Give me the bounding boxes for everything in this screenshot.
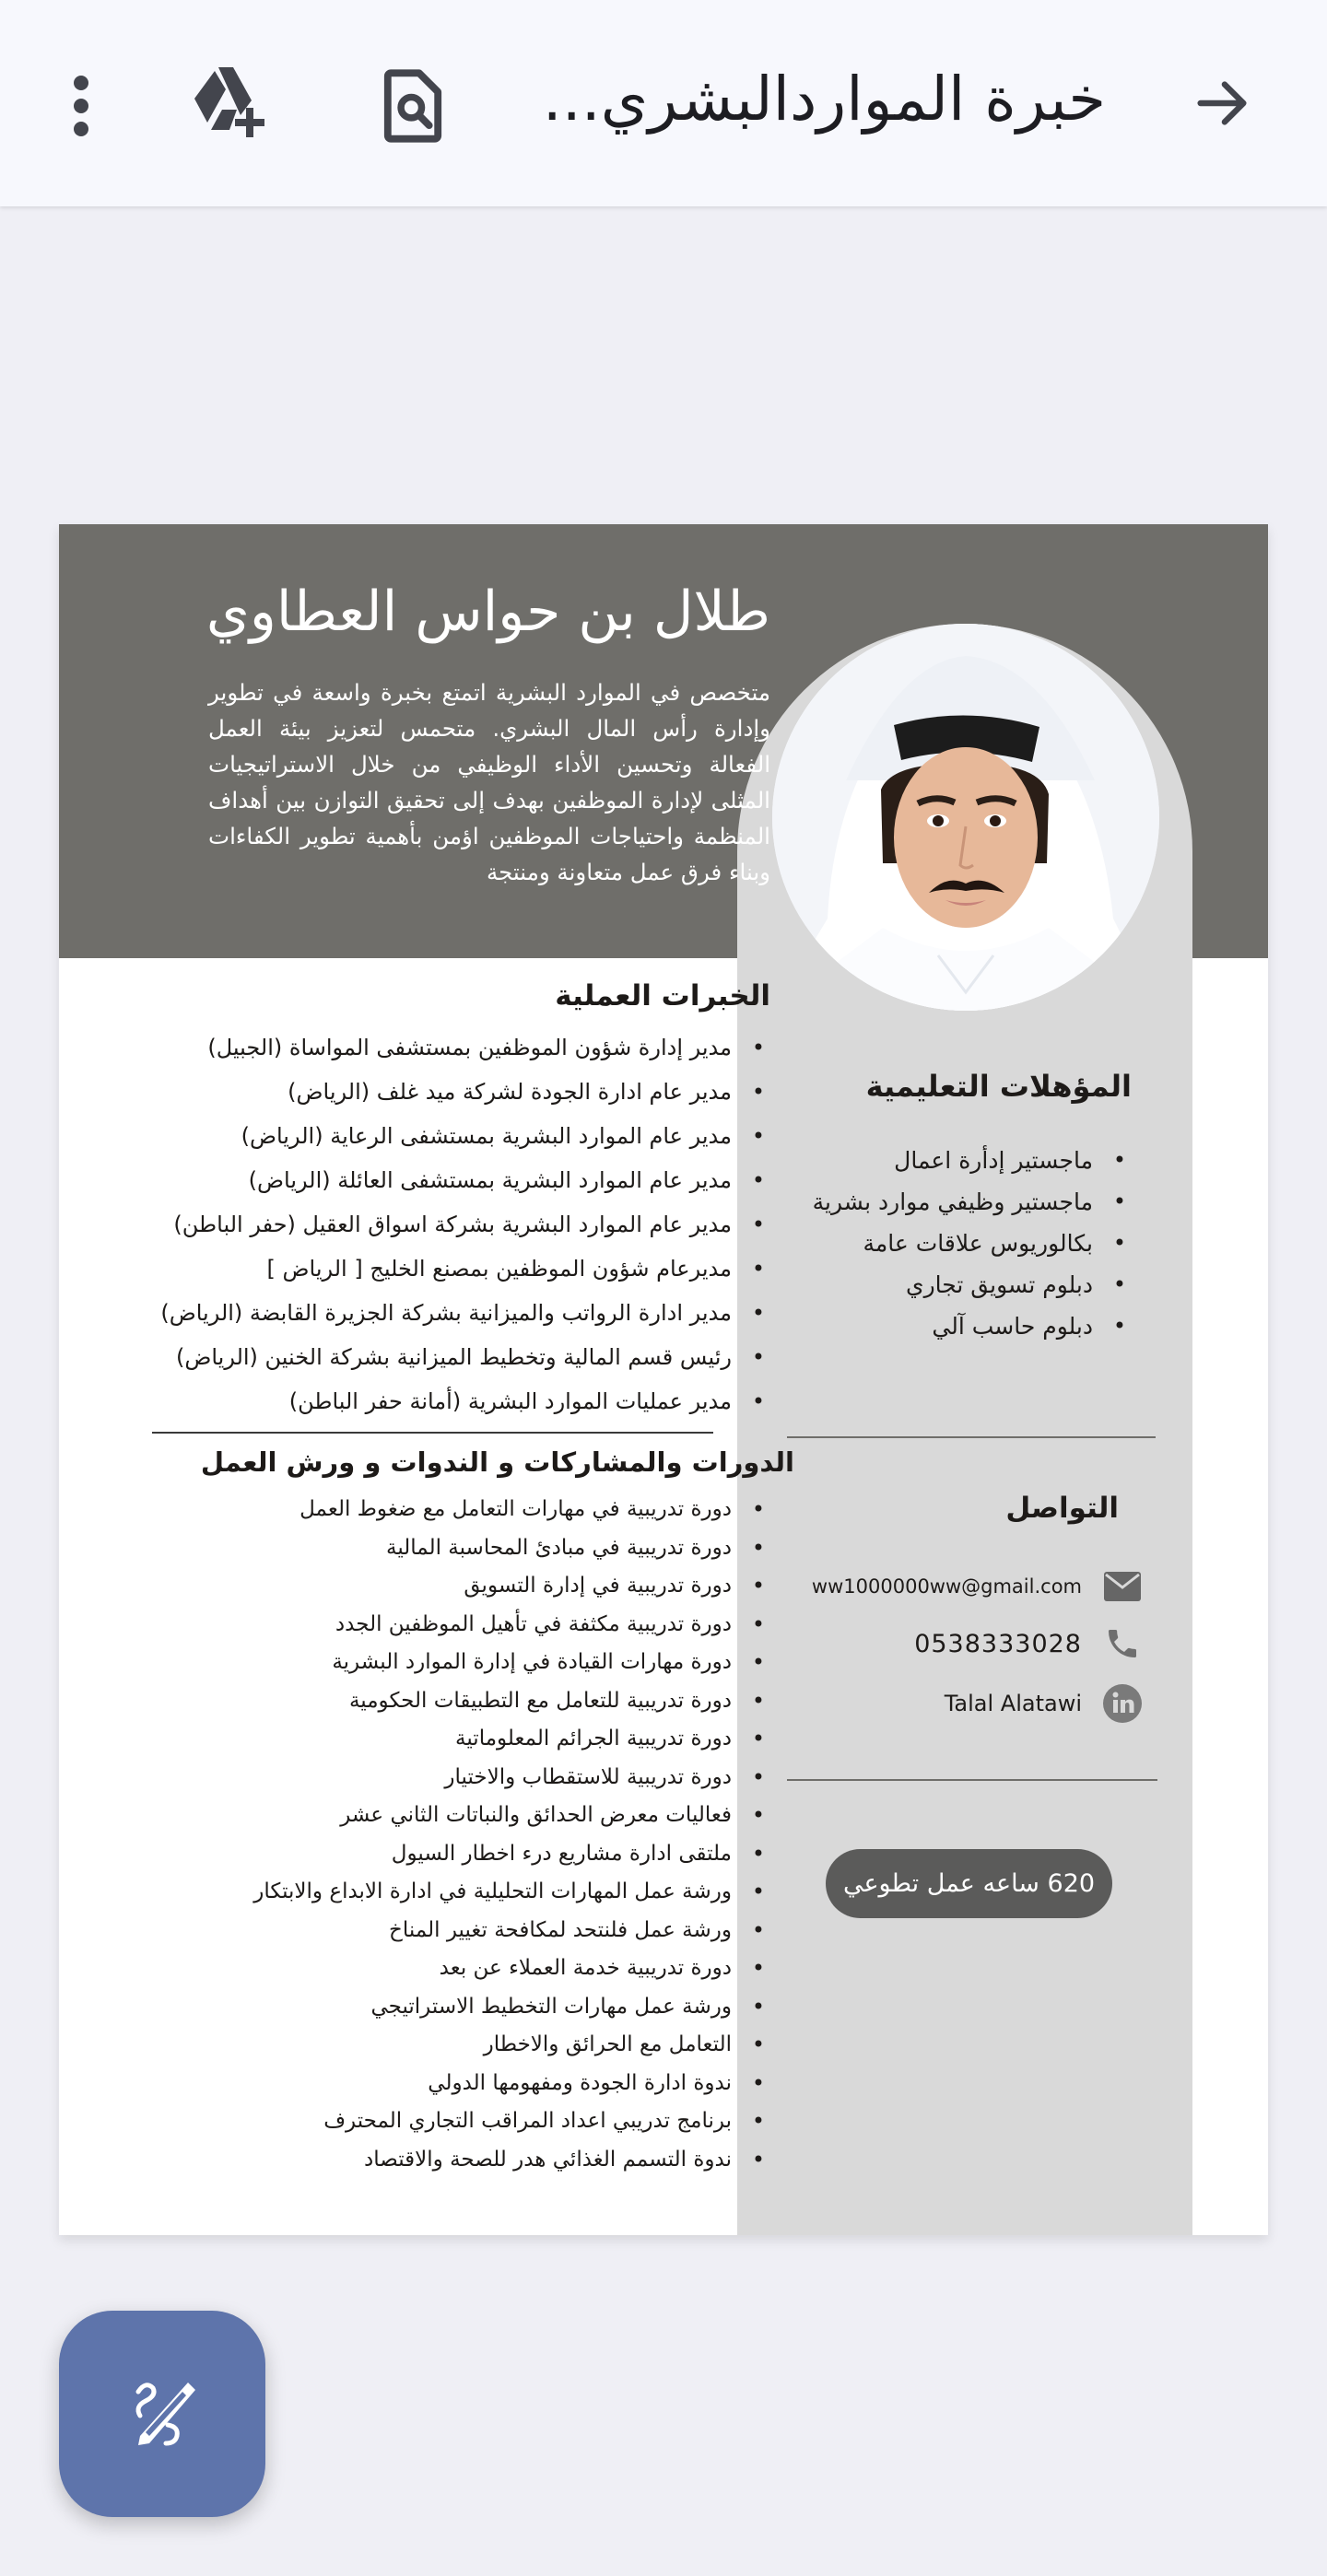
course-item: • ملتقى ادارة مشاريع درء اخطار السيول xyxy=(88,1835,770,1874)
course-item: • دورة تدريبية الجرائم المعلوماتية xyxy=(88,1720,770,1759)
contact-linkedin-row xyxy=(756,1680,1143,1727)
course-item: • ورشة عمل المهارات التحليلية في ادارة الابداع والابتكار xyxy=(88,1873,770,1912)
course-item: • دورة تدريبية في إدارة التسويق xyxy=(88,1567,770,1606)
contact-email-row xyxy=(756,1563,1143,1610)
contact-heading: التواصل xyxy=(1005,1492,1119,1525)
document-title: خبرة المواردالبشري... xyxy=(542,64,1106,135)
sidebar-divider xyxy=(787,1779,1157,1781)
linkedin-icon xyxy=(1102,1683,1143,1724)
profile-photo xyxy=(772,624,1159,1011)
draw-signature-icon xyxy=(125,2379,199,2449)
course-item: • برنامج تدريبي اعداد المراقب التجاري المحترف xyxy=(88,2102,770,2141)
contact-linkedin[interactable]: Talal Alatawi xyxy=(944,1691,1082,1716)
education-item: • ماجستير إدأرة اعمال xyxy=(763,1140,1132,1181)
experience-item: • مدير عمليات الموارد البشرية (أمانة حفر الباطن) xyxy=(88,1379,770,1423)
sign-document-button[interactable] xyxy=(59,2311,265,2517)
course-item: • ندوة ادارة الجودة ومفهومها الدولي xyxy=(88,2065,770,2103)
resume-name: طلال بن حواس العطاوي xyxy=(206,580,770,644)
course-item: • دورة تدريبية خدمة العملاء عن بعد xyxy=(88,1950,770,1988)
envelope-icon xyxy=(1102,1566,1143,1607)
drive-add-icon xyxy=(193,67,277,141)
course-item: • ورشة عمل فلنتحد لمكافحة تغيير المناخ xyxy=(88,1912,770,1950)
more-vert-icon xyxy=(72,74,90,138)
app-bar xyxy=(0,0,1327,206)
phone-icon xyxy=(1102,1623,1143,1664)
course-item: • دورة تدريبية في مبادئ المحاسبة المالية xyxy=(88,1529,770,1568)
volunteer-hours-badge: 620 ساعه عمل تطوعي xyxy=(826,1849,1112,1918)
courses-heading: الدورات والمشاركات و الندوات و ورش العمل xyxy=(200,1446,794,1478)
add-to-drive-button[interactable] xyxy=(184,63,286,146)
experience-item: • مدير عام الموارد البشرية بمستشفى الرعاية (الرياض) xyxy=(88,1114,770,1158)
course-item: • التعامل مع الحرائق والاخطار xyxy=(88,2026,770,2065)
section-divider xyxy=(152,1432,713,1434)
file-search-icon xyxy=(382,68,444,144)
education-heading: المؤهلات التعليمية xyxy=(865,1069,1132,1104)
more-options-button[interactable] xyxy=(55,64,107,147)
course-item: • دورة تدريبية مكثفة في تأهيل الموظفين الجدد xyxy=(88,1606,770,1645)
course-item: • فعاليات معرض الحدائق والنباتات الثاني عشر xyxy=(88,1797,770,1835)
course-item: • دورة تدريبية في مهارات التعامل مع ضغوط العمل xyxy=(88,1491,770,1529)
course-item: • ورشة عمل مهارات التخطيط الاستراتيجي xyxy=(88,1988,770,2027)
search-document-button[interactable] xyxy=(369,64,457,147)
education-list xyxy=(763,1140,1132,1347)
sidebar-divider xyxy=(787,1436,1156,1438)
experience-item: • مدير عام الموارد البشرية بشركة اسواق العقيل (حفر الباطن) xyxy=(88,1202,770,1247)
experience-item: • مدير عام الموارد البشرية بمستشفى العائلة (الرياض) xyxy=(88,1158,770,1202)
resume-document xyxy=(59,524,1268,2235)
education-item: • ماجستير وظيفي موارد بشرية xyxy=(763,1181,1132,1223)
course-item: • ندوة التسمم الغذائي هدر للصحة والاقتصاد xyxy=(88,2141,770,2180)
experience-item: • مديرعام شؤون الموظفين بمصنع الخليج [ الرياض ] xyxy=(88,1247,770,1291)
back-button[interactable] xyxy=(1183,64,1261,142)
courses-list xyxy=(88,1491,770,2179)
education-item: • بكالوريوس علاقات عامة xyxy=(763,1223,1132,1264)
experience-item: • رئيس قسم المالية وتخطيط الميزانية بشركة الخنين (الرياض) xyxy=(88,1335,770,1379)
course-item: • دورة مهارات القيادة في إدارة الموارد البشرية xyxy=(88,1644,770,1682)
contact-phone[interactable]: 0538333028 xyxy=(914,1629,1082,1658)
experience-item: • مدير ادارة الرواتب والميزانية بشركة الجزيرة القابضة (الرياض) xyxy=(88,1291,770,1335)
education-item: • دبلوم حاسب آلي xyxy=(763,1306,1132,1347)
experience-heading: الخبرات العملية xyxy=(555,979,770,1013)
contact-email[interactable]: ww1000000ww@gmail.com xyxy=(811,1575,1082,1598)
contact-phone-row xyxy=(756,1621,1143,1667)
course-item: • دورة تدريبية للتعامل مع التطبيقات الحكومية xyxy=(88,1682,770,1721)
education-item: • دبلوم تسويق تجاري xyxy=(763,1264,1132,1306)
person-portrait-icon xyxy=(772,624,1159,1011)
experience-item: • مدير عام ادارة الجودة لشركة ميد غلف (الرياض) xyxy=(88,1070,770,1114)
course-item: • دورة تدريبية للاستقطاب والاختيار xyxy=(88,1759,770,1797)
resume-summary: متخصص في الموارد البشرية اتمتع بخبرة واسعة في تطوير وإدارة رأس المال البشري. متحمس لتعزيز بيئة العمل الفعالة وتحسين الأداء الوظيفي من خلال الاستراتيجيات المثلى لإدارة الموظفين بهدف إلى تحقيق التوازن بين أهداف المنظمة واحتياجات الموظفين اؤمن بأهمية تطوير الكفاءات وبناء فرق عمل متعاونة ومنتجة xyxy=(208,679,770,885)
experience-item: • مدير إدارة شؤون الموظفين بمستشفى المواساة (الجبيل) xyxy=(88,1025,770,1070)
experience-list xyxy=(88,1025,770,1423)
arrow-right-icon xyxy=(1190,71,1254,135)
